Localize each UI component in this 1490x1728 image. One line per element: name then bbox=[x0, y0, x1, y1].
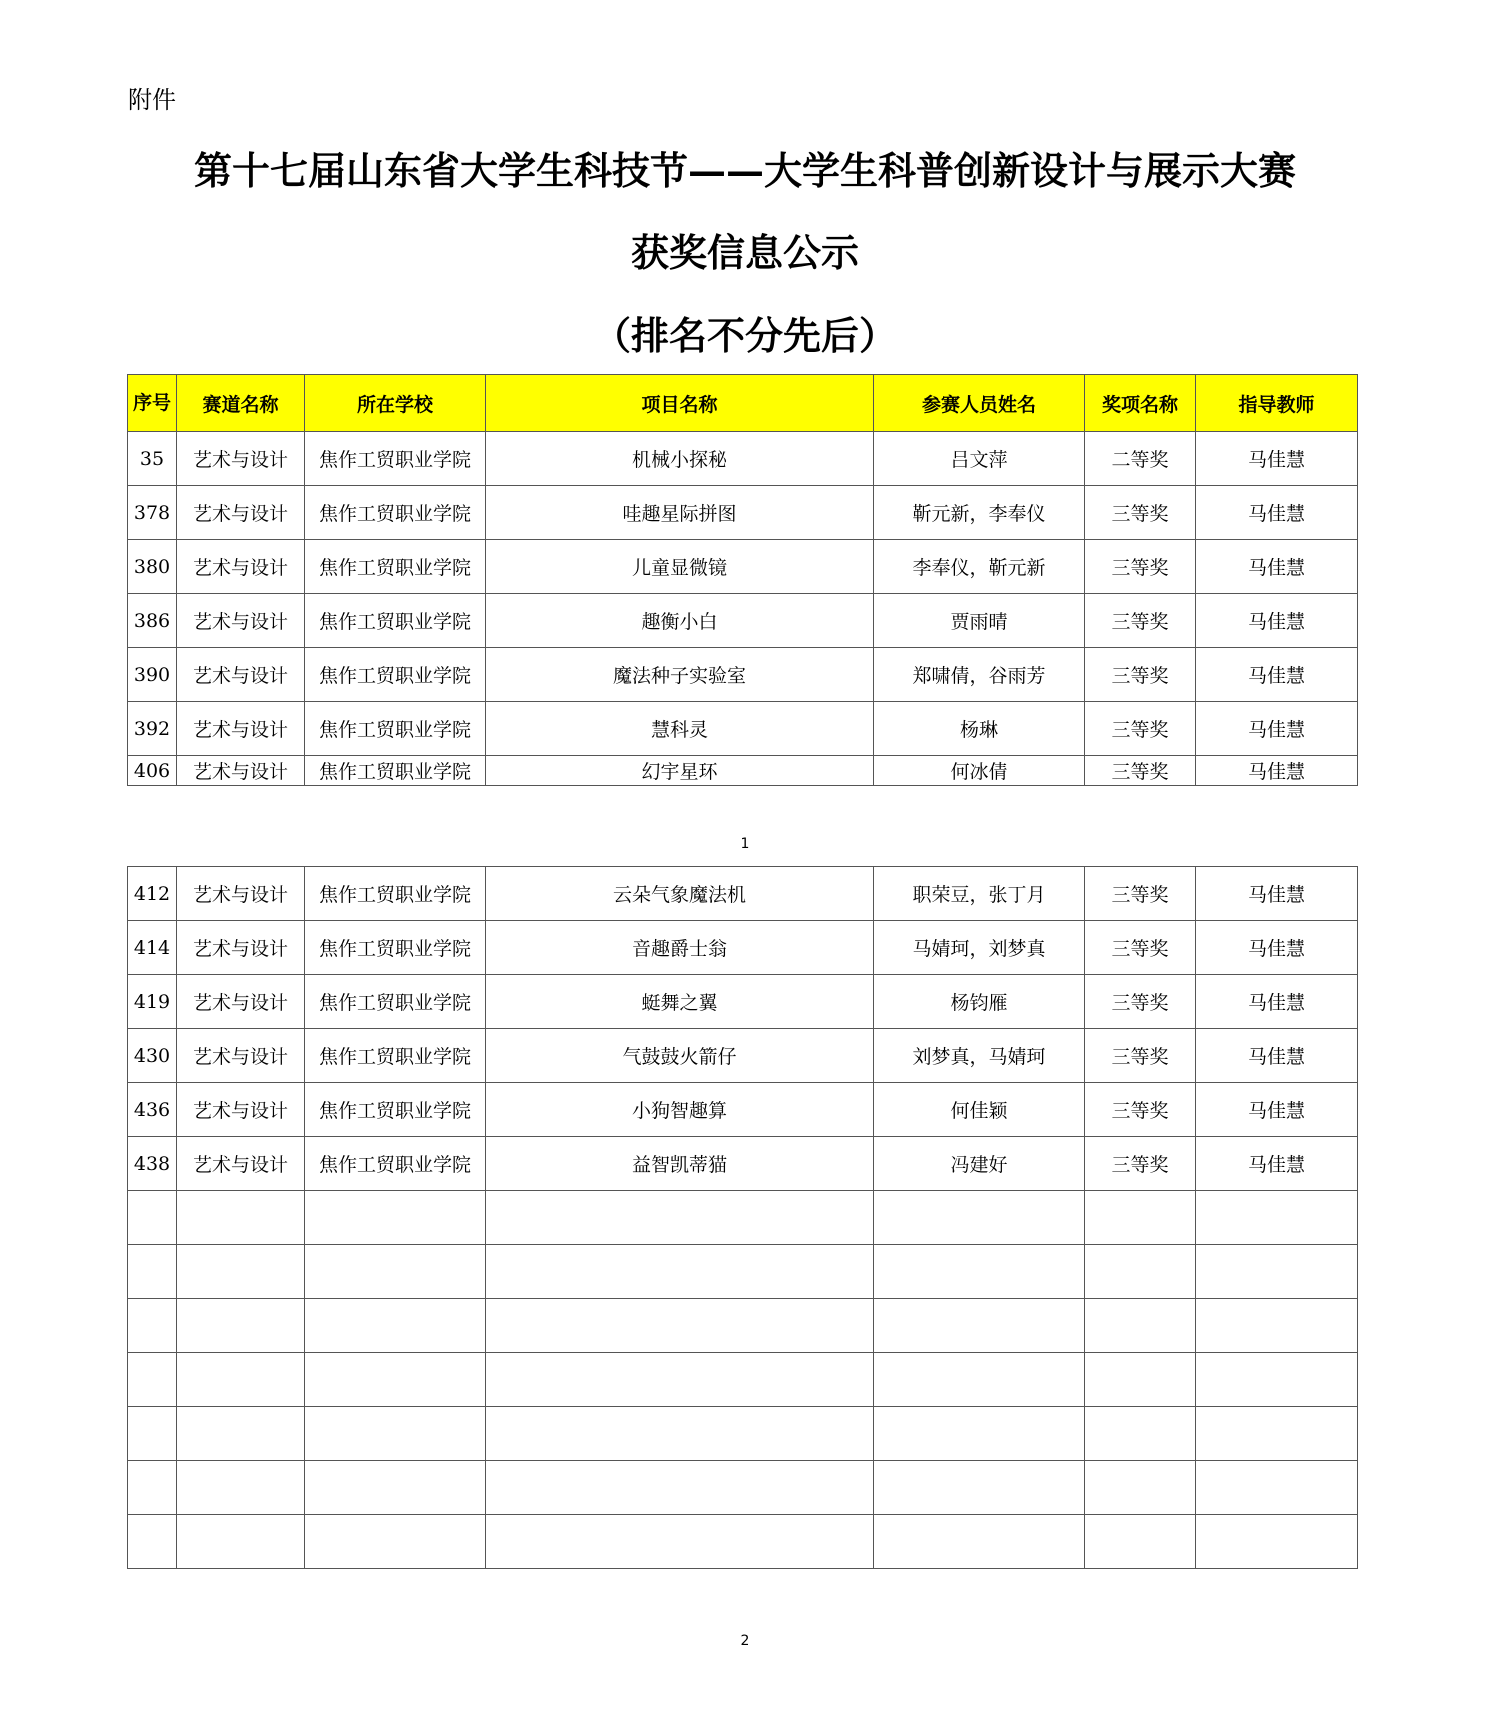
table-row bbox=[128, 1083, 1358, 1137]
cell-members bbox=[874, 1299, 1085, 1353]
cell-school: 焦作工贸职业学院 bbox=[305, 1137, 486, 1191]
cell-members: 郑啸倩，谷雨芳 bbox=[874, 648, 1085, 702]
cell-award: 三等奖 bbox=[1085, 702, 1196, 756]
document-subtitle: 获奖信息公示 bbox=[630, 230, 859, 275]
cell-school: 焦作工贸职业学院 bbox=[305, 540, 486, 594]
cell-award: 三等奖 bbox=[1085, 648, 1196, 702]
cell-members: 吕文萍 bbox=[874, 432, 1085, 486]
cell-award: 三等奖 bbox=[1085, 486, 1196, 540]
table-row bbox=[128, 1461, 1358, 1515]
cell-seq: 430 bbox=[128, 1029, 177, 1083]
cell-teacher: 马佳慧 bbox=[1196, 756, 1358, 786]
cell-project: 慧科灵 bbox=[486, 702, 874, 756]
cell-members: 冯建好 bbox=[874, 1137, 1085, 1191]
cell-project: 趣衡小白 bbox=[486, 594, 874, 648]
table-row bbox=[128, 1407, 1358, 1461]
cell-members: 杨钧雁 bbox=[874, 975, 1085, 1029]
table-row bbox=[128, 648, 1358, 702]
cell-teacher: 马佳慧 bbox=[1196, 594, 1358, 648]
cell-teacher bbox=[1196, 1299, 1358, 1353]
cell-school: 焦作工贸职业学院 bbox=[305, 432, 486, 486]
cell-teacher bbox=[1196, 1515, 1358, 1569]
document-title: 第十七届山东省大学生科技节——大学生科普创新设计与展示大赛 bbox=[193, 148, 1296, 193]
cell-seq bbox=[128, 1191, 177, 1245]
cell-project: 音趣爵士翁 bbox=[486, 921, 874, 975]
cell-project: 云朵气象魔法机 bbox=[486, 867, 874, 921]
header-seq: 序号 bbox=[128, 375, 177, 432]
cell-school: 焦作工贸职业学院 bbox=[305, 867, 486, 921]
cell-teacher: 马佳慧 bbox=[1196, 1029, 1358, 1083]
table-row bbox=[128, 432, 1358, 486]
cell-track: 艺术与设计 bbox=[177, 486, 305, 540]
cell-track bbox=[177, 1299, 305, 1353]
cell-teacher: 马佳慧 bbox=[1196, 648, 1358, 702]
header-members: 参赛人员姓名 bbox=[874, 375, 1085, 432]
cell-seq: 414 bbox=[128, 921, 177, 975]
cell-project: 儿童显微镜 bbox=[486, 540, 874, 594]
cell-project bbox=[486, 1515, 874, 1569]
cell-project bbox=[486, 1353, 874, 1407]
cell-track: 艺术与设计 bbox=[177, 975, 305, 1029]
cell-seq: 412 bbox=[128, 867, 177, 921]
cell-award: 三等奖 bbox=[1085, 1083, 1196, 1137]
table-body-page1 bbox=[128, 432, 1358, 786]
cell-teacher: 马佳慧 bbox=[1196, 975, 1358, 1029]
award-table-page1 bbox=[127, 374, 1358, 786]
header-award: 奖项名称 bbox=[1085, 375, 1196, 432]
cell-seq: 436 bbox=[128, 1083, 177, 1137]
table-row bbox=[128, 1515, 1358, 1569]
cell-award bbox=[1085, 1245, 1196, 1299]
cell-seq bbox=[128, 1407, 177, 1461]
cell-teacher: 马佳慧 bbox=[1196, 1083, 1358, 1137]
table-row bbox=[128, 975, 1358, 1029]
table-row bbox=[128, 1191, 1358, 1245]
ranking-note: （排名不分先后） bbox=[592, 313, 897, 358]
cell-members: 何冰倩 bbox=[874, 756, 1085, 786]
table-row bbox=[128, 1353, 1358, 1407]
cell-project: 幻宇星环 bbox=[486, 756, 874, 786]
cell-project: 小狗智趣算 bbox=[486, 1083, 874, 1137]
cell-school bbox=[305, 1299, 486, 1353]
cell-school: 焦作工贸职业学院 bbox=[305, 921, 486, 975]
table-header-row bbox=[128, 375, 1358, 432]
table-row bbox=[128, 594, 1358, 648]
header-track: 赛道名称 bbox=[177, 375, 305, 432]
cell-award bbox=[1085, 1191, 1196, 1245]
cell-award: 三等奖 bbox=[1085, 867, 1196, 921]
cell-members: 马婧珂，刘梦真 bbox=[874, 921, 1085, 975]
cell-award: 三等奖 bbox=[1085, 756, 1196, 786]
cell-project: 益智凯蒂猫 bbox=[486, 1137, 874, 1191]
header-teacher: 指导教师 bbox=[1196, 375, 1358, 432]
table-row bbox=[128, 756, 1358, 786]
cell-seq: 419 bbox=[128, 975, 177, 1029]
cell-school: 焦作工贸职业学院 bbox=[305, 486, 486, 540]
cell-project bbox=[486, 1191, 874, 1245]
cell-school bbox=[305, 1461, 486, 1515]
cell-project: 哇趣星际拼图 bbox=[486, 486, 874, 540]
cell-teacher: 马佳慧 bbox=[1196, 486, 1358, 540]
cell-award bbox=[1085, 1461, 1196, 1515]
cell-teacher: 马佳慧 bbox=[1196, 540, 1358, 594]
cell-track: 艺术与设计 bbox=[177, 1137, 305, 1191]
cell-project bbox=[486, 1299, 874, 1353]
cell-members: 杨琳 bbox=[874, 702, 1085, 756]
cell-project: 机械小探秘 bbox=[486, 432, 874, 486]
cell-seq bbox=[128, 1299, 177, 1353]
table-row bbox=[128, 702, 1358, 756]
table-body-page2 bbox=[128, 867, 1358, 1569]
cell-teacher: 马佳慧 bbox=[1196, 432, 1358, 486]
cell-track: 艺术与设计 bbox=[177, 432, 305, 486]
cell-members: 何佳颖 bbox=[874, 1083, 1085, 1137]
cell-members bbox=[874, 1515, 1085, 1569]
cell-teacher bbox=[1196, 1461, 1358, 1515]
cell-award: 三等奖 bbox=[1085, 1029, 1196, 1083]
cell-teacher bbox=[1196, 1353, 1358, 1407]
cell-project bbox=[486, 1245, 874, 1299]
cell-project bbox=[486, 1407, 874, 1461]
cell-school: 焦作工贸职业学院 bbox=[305, 594, 486, 648]
cell-award bbox=[1085, 1353, 1196, 1407]
table-row bbox=[128, 867, 1358, 921]
cell-track bbox=[177, 1245, 305, 1299]
cell-school bbox=[305, 1353, 486, 1407]
cell-members bbox=[874, 1191, 1085, 1245]
cell-teacher: 马佳慧 bbox=[1196, 1137, 1358, 1191]
cell-track: 艺术与设计 bbox=[177, 921, 305, 975]
header-project: 项目名称 bbox=[486, 375, 874, 432]
cell-teacher: 马佳慧 bbox=[1196, 702, 1358, 756]
table-row bbox=[128, 1137, 1358, 1191]
cell-school: 焦作工贸职业学院 bbox=[305, 648, 486, 702]
cell-award: 三等奖 bbox=[1085, 540, 1196, 594]
cell-award: 三等奖 bbox=[1085, 975, 1196, 1029]
cell-seq: 438 bbox=[128, 1137, 177, 1191]
cell-track bbox=[177, 1353, 305, 1407]
cell-school: 焦作工贸职业学院 bbox=[305, 1083, 486, 1137]
attachment-label: 附件 bbox=[128, 86, 176, 114]
cell-school bbox=[305, 1407, 486, 1461]
cell-members: 贾雨晴 bbox=[874, 594, 1085, 648]
cell-teacher bbox=[1196, 1407, 1358, 1461]
award-table-page2 bbox=[127, 866, 1358, 1569]
cell-seq: 386 bbox=[128, 594, 177, 648]
cell-seq: 35 bbox=[128, 432, 177, 486]
cell-seq: 378 bbox=[128, 486, 177, 540]
cell-school: 焦作工贸职业学院 bbox=[305, 702, 486, 756]
table-row bbox=[128, 486, 1358, 540]
cell-seq bbox=[128, 1461, 177, 1515]
cell-award: 三等奖 bbox=[1085, 921, 1196, 975]
cell-members: 李奉仪，靳元新 bbox=[874, 540, 1085, 594]
cell-seq: 380 bbox=[128, 540, 177, 594]
cell-award bbox=[1085, 1515, 1196, 1569]
cell-seq: 406 bbox=[128, 756, 177, 786]
cell-members bbox=[874, 1353, 1085, 1407]
cell-project: 魔法种子实验室 bbox=[486, 648, 874, 702]
cell-seq bbox=[128, 1353, 177, 1407]
cell-track: 艺术与设计 bbox=[177, 867, 305, 921]
cell-project: 蜓舞之翼 bbox=[486, 975, 874, 1029]
cell-award bbox=[1085, 1299, 1196, 1353]
cell-school: 焦作工贸职业学院 bbox=[305, 975, 486, 1029]
cell-teacher: 马佳慧 bbox=[1196, 921, 1358, 975]
cell-members: 职荣豆，张丁月 bbox=[874, 867, 1085, 921]
cell-track: 艺术与设计 bbox=[177, 702, 305, 756]
cell-school bbox=[305, 1515, 486, 1569]
cell-track bbox=[177, 1515, 305, 1569]
cell-track bbox=[177, 1191, 305, 1245]
cell-track bbox=[177, 1407, 305, 1461]
cell-members: 靳元新，李奉仪 bbox=[874, 486, 1085, 540]
cell-members bbox=[874, 1407, 1085, 1461]
page-number: 1 bbox=[740, 836, 750, 852]
cell-award: 三等奖 bbox=[1085, 594, 1196, 648]
cell-track: 艺术与设计 bbox=[177, 1029, 305, 1083]
cell-track bbox=[177, 1461, 305, 1515]
table-row bbox=[128, 1299, 1358, 1353]
cell-teacher: 马佳慧 bbox=[1196, 867, 1358, 921]
cell-school: 焦作工贸职业学院 bbox=[305, 1029, 486, 1083]
cell-award: 三等奖 bbox=[1085, 1137, 1196, 1191]
cell-school: 焦作工贸职业学院 bbox=[305, 756, 486, 786]
table-row bbox=[128, 1029, 1358, 1083]
cell-members: 刘梦真，马婧珂 bbox=[874, 1029, 1085, 1083]
table-row bbox=[128, 1245, 1358, 1299]
table-row bbox=[128, 540, 1358, 594]
page-number: 2 bbox=[740, 1633, 750, 1649]
cell-project: 气鼓鼓火箭仔 bbox=[486, 1029, 874, 1083]
cell-teacher bbox=[1196, 1191, 1358, 1245]
cell-teacher bbox=[1196, 1245, 1358, 1299]
cell-members bbox=[874, 1461, 1085, 1515]
cell-track: 艺术与设计 bbox=[177, 648, 305, 702]
cell-seq bbox=[128, 1245, 177, 1299]
header-school: 所在学校 bbox=[305, 375, 486, 432]
cell-members bbox=[874, 1245, 1085, 1299]
cell-school bbox=[305, 1191, 486, 1245]
cell-track: 艺术与设计 bbox=[177, 756, 305, 786]
cell-seq: 392 bbox=[128, 702, 177, 756]
cell-seq bbox=[128, 1515, 177, 1569]
cell-track: 艺术与设计 bbox=[177, 540, 305, 594]
cell-school bbox=[305, 1245, 486, 1299]
cell-award bbox=[1085, 1407, 1196, 1461]
cell-seq: 390 bbox=[128, 648, 177, 702]
cell-track: 艺术与设计 bbox=[177, 594, 305, 648]
cell-award: 二等奖 bbox=[1085, 432, 1196, 486]
cell-track: 艺术与设计 bbox=[177, 1083, 305, 1137]
cell-project bbox=[486, 1461, 874, 1515]
table-row bbox=[128, 921, 1358, 975]
